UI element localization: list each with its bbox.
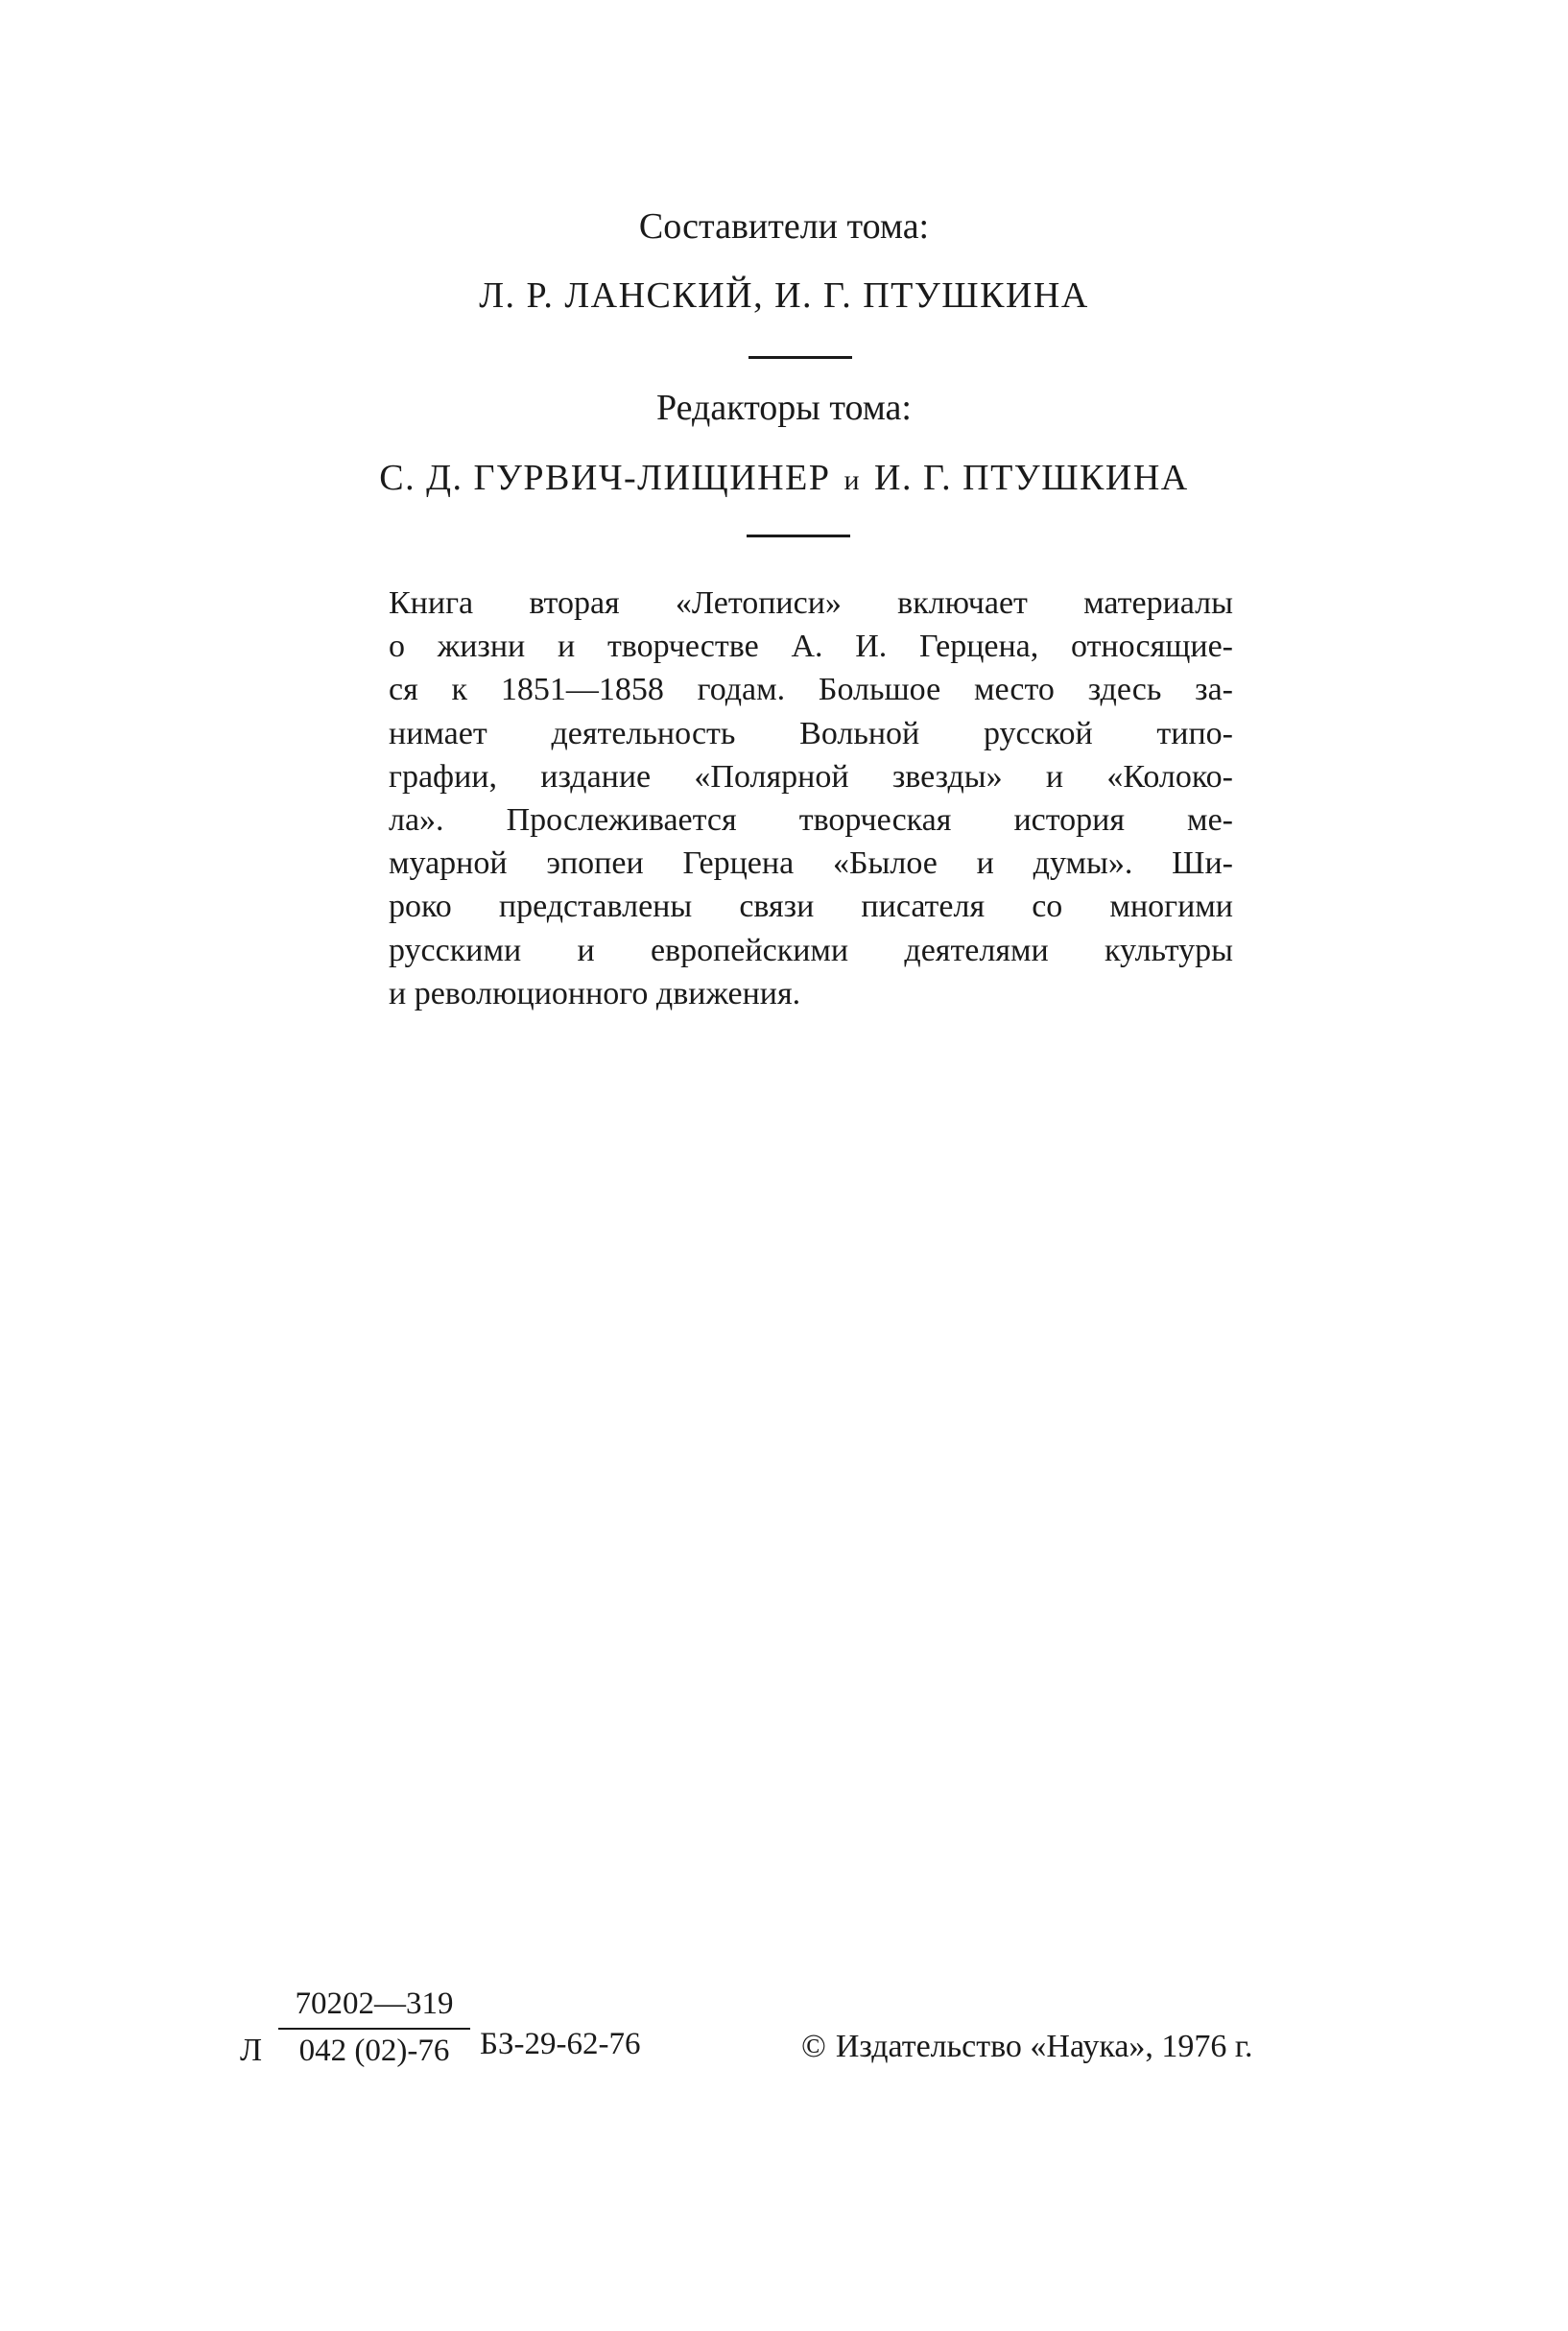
abstract-line: роко представлены связи писателя со многими	[389, 889, 1233, 925]
imprint-code: БЗ-29-62-76	[480, 2027, 641, 2061]
imprint-letter: Л	[240, 2033, 263, 2068]
editor-name: С. Д. ГУРВИЧ-ЛИЩИНЕР	[379, 458, 831, 498]
imprint-fraction	[278, 1986, 470, 2069]
imprint-numerator: 70202—319	[278, 1986, 470, 2030]
editors-names	[0, 457, 1568, 499]
compilers-heading: Составители тома:	[638, 206, 930, 247]
abstract-line: нимает деятельность Вольной русской типо-	[389, 715, 1233, 751]
abstract-line: ся к 1851—1858 годам. Большое место здесь за-	[389, 672, 1233, 708]
editors-conjunction: и	[843, 464, 862, 496]
abstract-line: графии, издание «Полярной звезды» и «Колоко-	[389, 758, 1233, 795]
editors-heading: Редакторы тома:	[656, 388, 912, 428]
abstract-line: русскими и европейскими деятелями культуры	[389, 932, 1233, 968]
imprint-block	[240, 1986, 1343, 2092]
copyright-line	[801, 2029, 1253, 2065]
abstract-line: о жизни и творчестве А. И. Герцена, относящие-	[389, 629, 1233, 665]
divider-rule	[748, 356, 852, 359]
abstract-paragraph	[389, 582, 1233, 1015]
abstract-line: и революционного движения.	[389, 975, 801, 1011]
compilers-names: Л. Р. ЛАНСКИЙ, И. Г. ПТУШКИНА	[479, 275, 1089, 316]
abstract-line: ла». Прослеживается творческая история ме-	[389, 802, 1233, 839]
copyright-icon: ©	[801, 2029, 826, 2064]
imprint-denominator: 042 (02)-76	[298, 2034, 450, 2068]
abstract-line: муарной эпопеи Герцена «Былое и думы». Ши-	[389, 845, 1233, 882]
divider-rule	[747, 535, 850, 537]
editor-name: И. Г. ПТУШКИНА	[874, 458, 1189, 498]
abstract-line: Книга вторая «Летописи» включает материалы	[389, 585, 1233, 621]
copyright-text: Издательство «Наука», 1976 г.	[835, 2029, 1253, 2064]
